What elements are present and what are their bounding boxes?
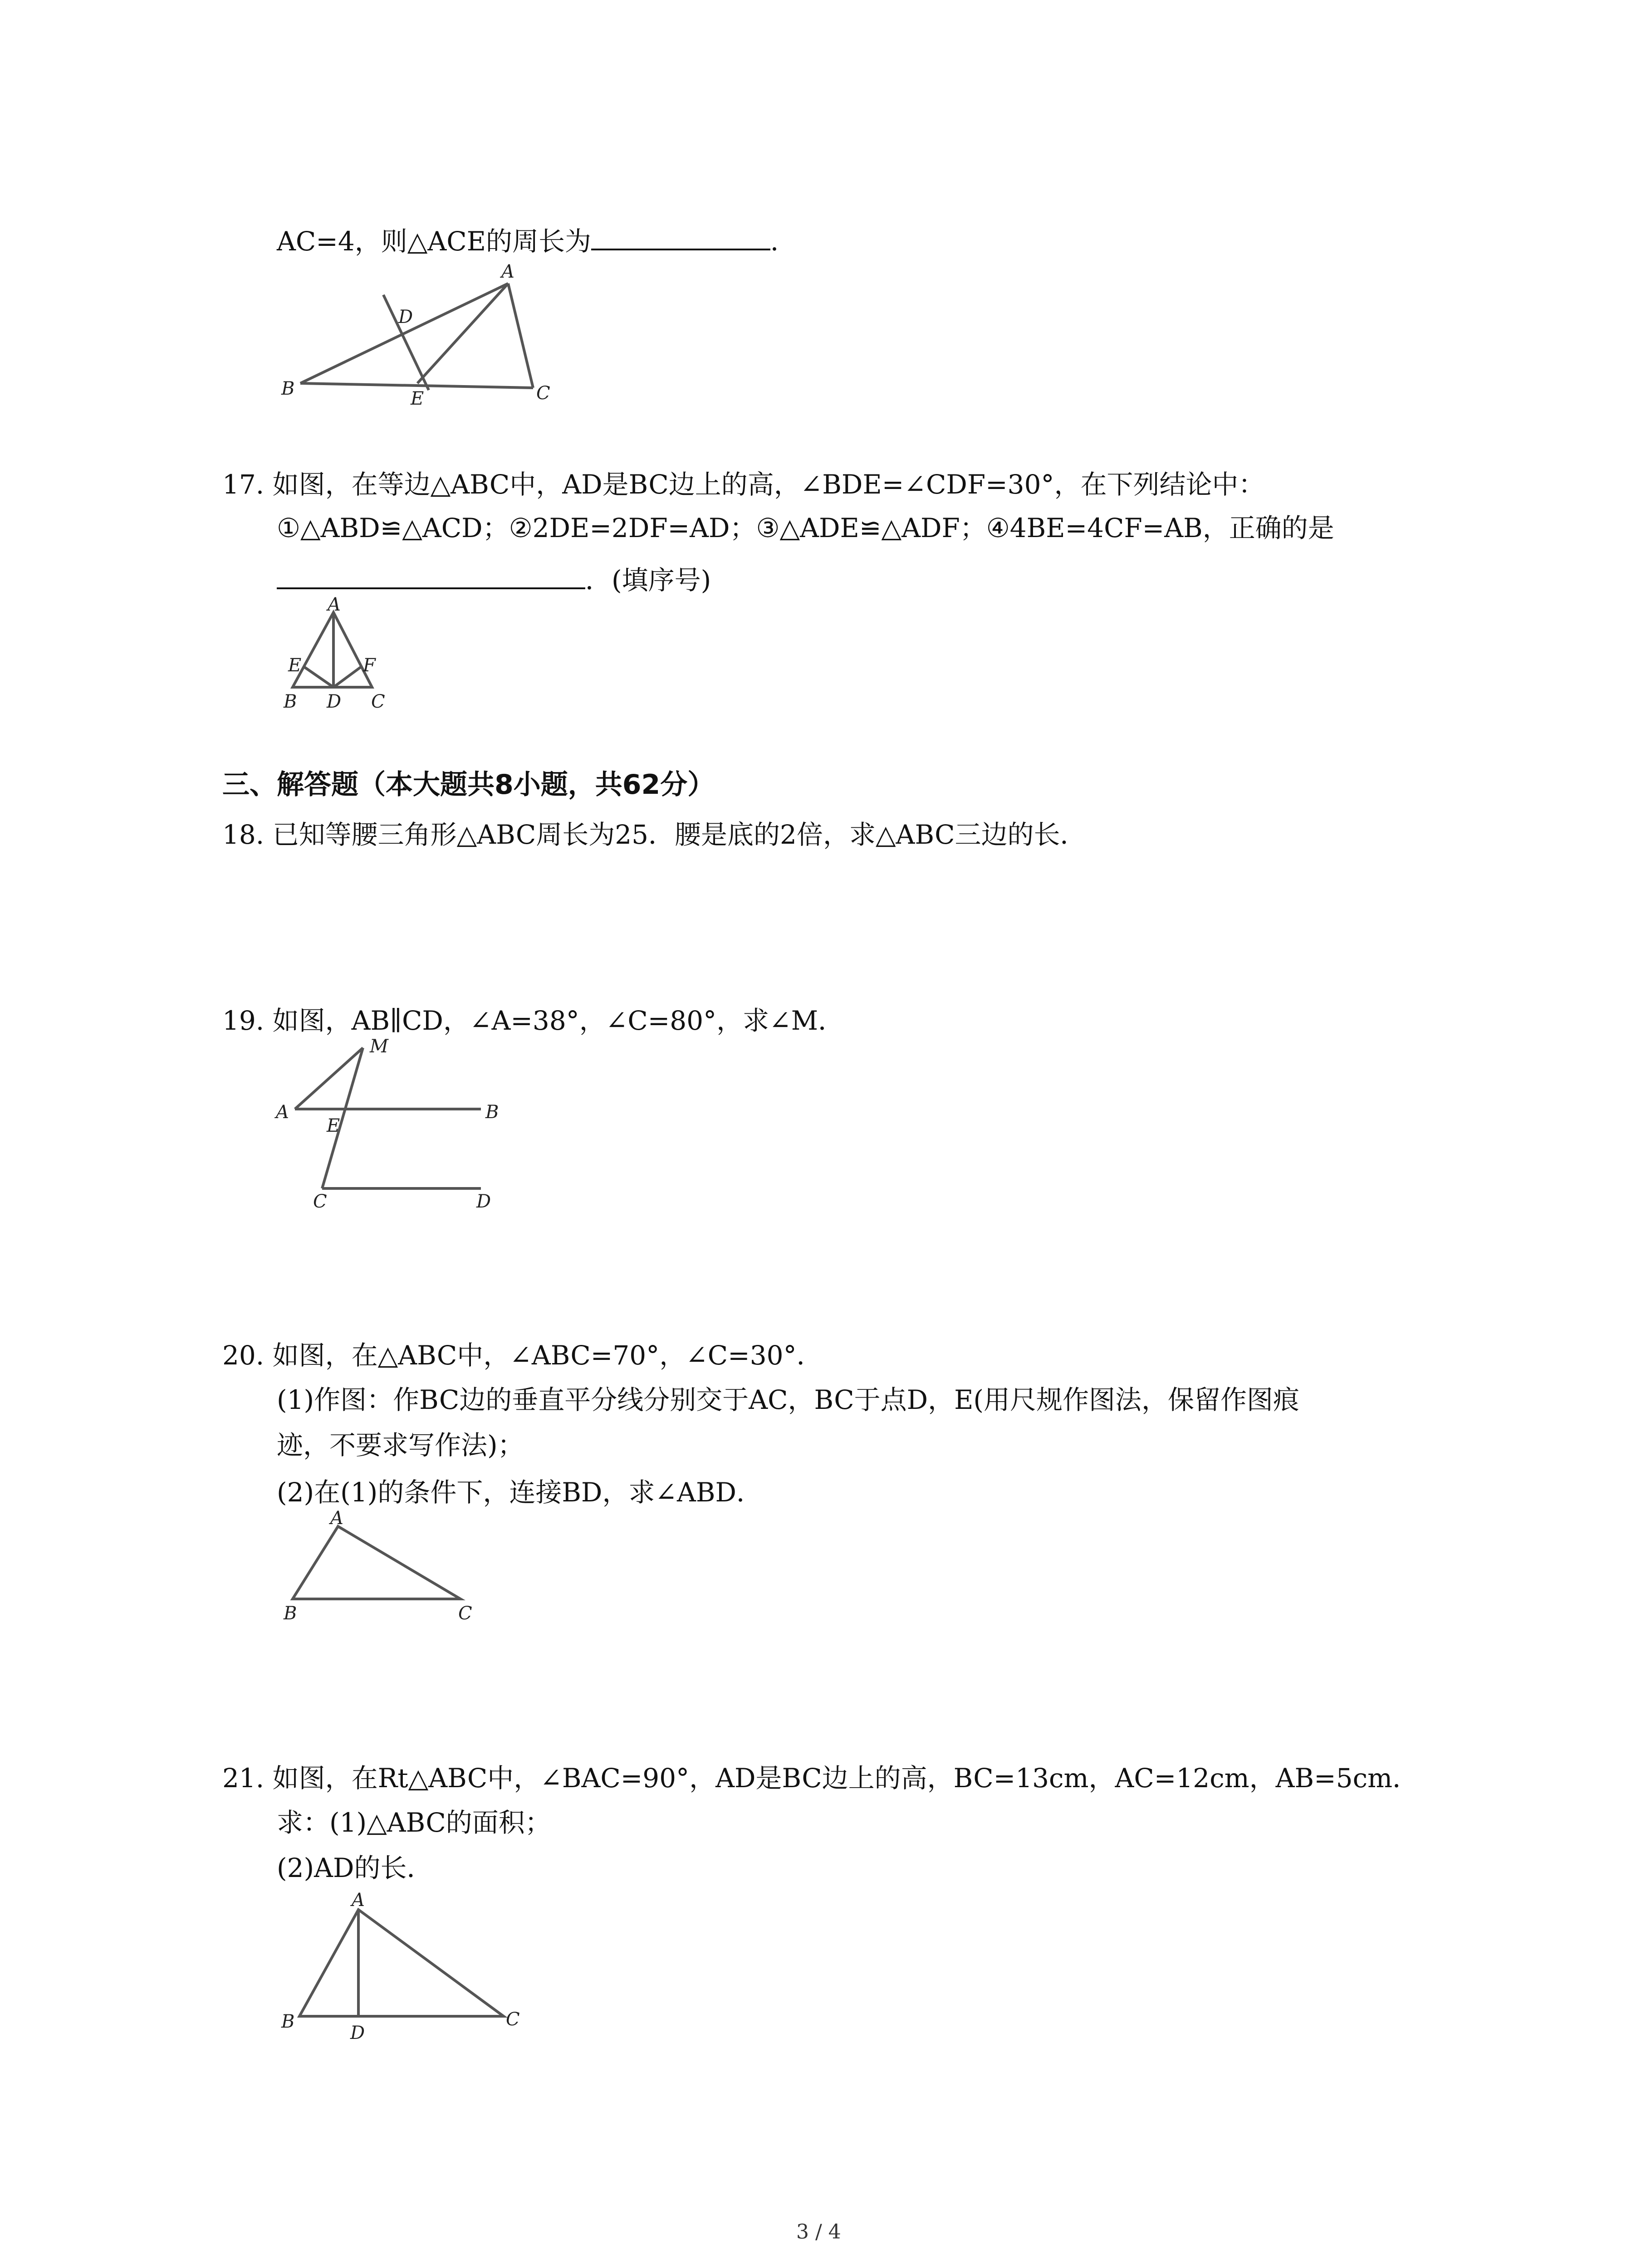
q19-label-e: E [327, 1115, 340, 1136]
q16-text: AC=4，则△ACE的周长为 ． [277, 221, 797, 259]
q21-label-c: C [506, 2009, 520, 2030]
q17-answer-blank[interactable] [277, 560, 585, 589]
q17-label-d: D [327, 691, 342, 712]
page-number: 3 / 4 [796, 2220, 841, 2244]
q17-label-e: E [288, 655, 302, 676]
q19-figure [268, 1036, 522, 1212]
q19-label-b: B [485, 1102, 499, 1123]
q19-label-a: A [276, 1102, 289, 1123]
q19-label-d: D [476, 1191, 491, 1212]
q20-line2: (1)作图：作BC边的垂直平分线分别交于AC，BC于点D，E(用尺规作图法，保留作图痕 [277, 1384, 1300, 1415]
q17-line1: 17. 如图，在等边△ABC中，AD是BC边上的高，∠BDE=∠CDF=30°，在下列结论中： [222, 469, 1265, 500]
q17-line2: ①△ABD≌△ACD；②2DE=2DF=AD；③△ADE≌△ADF；④4BE=4CF=AB，正确的是 [277, 513, 1334, 543]
q19-label-c: C [313, 1191, 327, 1212]
q17-label-c: C [371, 691, 385, 712]
q16-label-a: A [501, 261, 514, 282]
q21-label-d: D [350, 2023, 365, 2043]
q21-line3: (2)AD的长． [277, 1853, 433, 1883]
q20-line1: 20. 如图，在△ABC中，∠ABC=70°，∠C=30°． [222, 1340, 823, 1371]
q20-figure [272, 1510, 490, 1624]
q16-label-c: C [536, 383, 550, 404]
q16-label-d: D [398, 307, 413, 327]
q16-line: AC=4，则△ACE的周长为 [277, 226, 591, 257]
q19-label-m: M [370, 1036, 388, 1057]
q21-label-a: A [352, 1890, 365, 1911]
q19-line1: 19. 如图，AB∥CD，∠A=38°，∠C=80°，求∠M． [222, 1005, 845, 1036]
q20-label-a: A [330, 1508, 343, 1529]
q20-line3: 迹，不要求写作法)； [277, 1430, 524, 1461]
q21-figure [272, 1892, 526, 2046]
q17-label-b: B [284, 691, 297, 712]
q20-label-b: B [284, 1603, 297, 1624]
q17-label-a: A [328, 594, 341, 615]
q20-label-c: C [458, 1603, 472, 1624]
q17-line3: ．(填序号) [277, 560, 711, 598]
q16-label-b: B [281, 378, 295, 399]
q21-label-b: B [281, 2011, 295, 2032]
section-heading: 三、解答题（本大题共8小题，共62分） [222, 769, 715, 801]
q16-label-e: E [411, 388, 424, 409]
q18-line1: 18. 已知等腰三角形△ABC周长为25．腰是底的2倍，求△ABC三边的长． [222, 819, 1087, 850]
q21-line2: 求：(1)△ABC的面积； [277, 1807, 551, 1838]
q16-figure [272, 259, 581, 408]
q20-line4: (2)在(1)的条件下，连接BD，求∠ABD． [277, 1477, 763, 1508]
q16-answer-blank[interactable] [591, 221, 770, 250]
q17-label-f: F [363, 655, 376, 676]
q21-line1: 21. 如图，在Rt△ABC中，∠BAC=90°，AD是BC边上的高，BC=13cm，AC=12cm，AB=5cm． [222, 1763, 1419, 1794]
q17-figure [272, 594, 399, 712]
